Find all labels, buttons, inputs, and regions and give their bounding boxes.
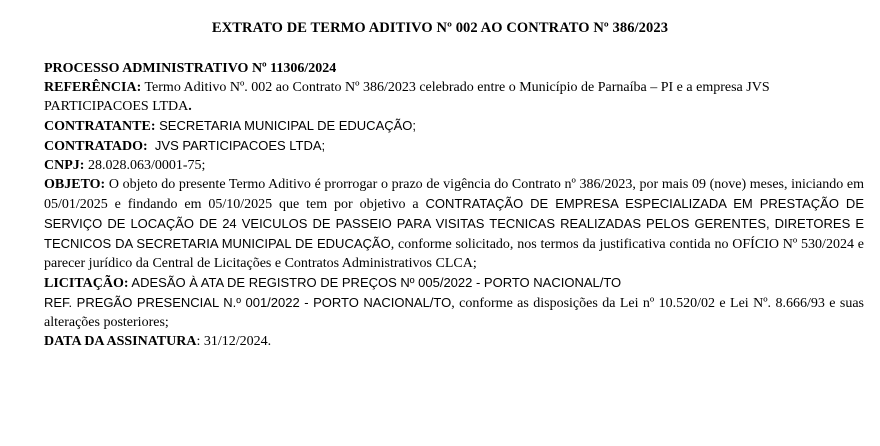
ref-pregao-caps: REF. PREGÃO PRESENCIAL N.º 001/2022 - PORTO NACIONAL/TO	[44, 295, 452, 310]
contratado-label: CONTRATADO:	[44, 139, 148, 154]
objeto-caps-text: CONTRATAÇÃO DE EMPRESA ESPECIALIZADA EM PRESTAÇÃO DE SERVIÇO DE LOCAÇÃO DE 24 VEICULOS DE PASSEIO PARA VISITAS TECNICAS REALIZADAS PELOS GERENTES, DIRETORES E TECNICOS DA SECRETARIA MUNICIPAL DE EDUCAÇÃO	[44, 196, 864, 251]
ref-pregao-text: , conforme as disposições da Lei nº 10.520/02 e Lei Nº. 8.666/93 e suas alterações posteriores;	[44, 296, 864, 330]
objeto-paragraph	[44, 175, 864, 273]
cnpj-label: CNPJ:	[44, 158, 85, 173]
licitacao-label: LICITAÇÃO:	[44, 276, 129, 291]
ref-pregao-paragraph	[44, 293, 864, 332]
data-assinatura-label: DATA DA ASSINATURA	[44, 334, 197, 349]
contratante-line	[44, 116, 864, 136]
objeto-label: OBJETO:	[44, 177, 106, 192]
licitacao-line	[44, 273, 864, 293]
licitacao-text: ADESÃO À ATA DE REGISTRO DE PREÇOS Nº 005/2022 - PORTO NACIONAL/TO	[128, 275, 622, 290]
contratante-text: SECRETARIA MUNICIPAL DE EDUCAÇÃO;	[155, 118, 417, 133]
cnpj-line	[44, 156, 864, 175]
objeto-after-caps: , conforme solicitado, nos termos da justificativa contida no OFÍCIO Nº 530/2024 e parecer jurídico da Central de Licitações e Contratos Administrativos CLCA;	[44, 237, 864, 271]
contratado-line	[44, 136, 864, 156]
data-assinatura-line	[44, 332, 864, 351]
processo-line: PROCESSO ADMINISTRATIVO Nº 11306/2024	[44, 61, 337, 76]
referencia-end: .	[188, 99, 192, 114]
referencia-label: REFERÊNCIA:	[44, 80, 142, 95]
objeto-text: O objeto do presente Termo Aditivo é prorrogar o prazo de vigência do Contrato nº 386/2023, por mais 09 (nove) meses, iniciando em 05/01/2025 e findando em 05/10/2025 que tem por objetivo a	[44, 177, 864, 212]
referencia-paragraph	[44, 78, 864, 116]
document-body	[44, 59, 864, 351]
document-title: EXTRATO DE TERMO ADITIVO Nº 002 AO CONTRATO Nº 386/2023	[211, 20, 669, 36]
contratado-text: JVS PARTICIPACOES LTDA;	[147, 138, 326, 153]
contratante-label: CONTRATANTE:	[44, 119, 156, 134]
cnpj-text: 28.028.063/0001-75;	[84, 158, 206, 173]
referencia-text: Termo Aditivo Nº. 002 ao Contrato Nº 386/2023 celebrado entre o Município de Parnaíba – PI e a empresa JVS PARTICIPACOES LTDA	[44, 80, 770, 114]
data-assinatura-text: : 31/12/2024.	[196, 334, 272, 349]
